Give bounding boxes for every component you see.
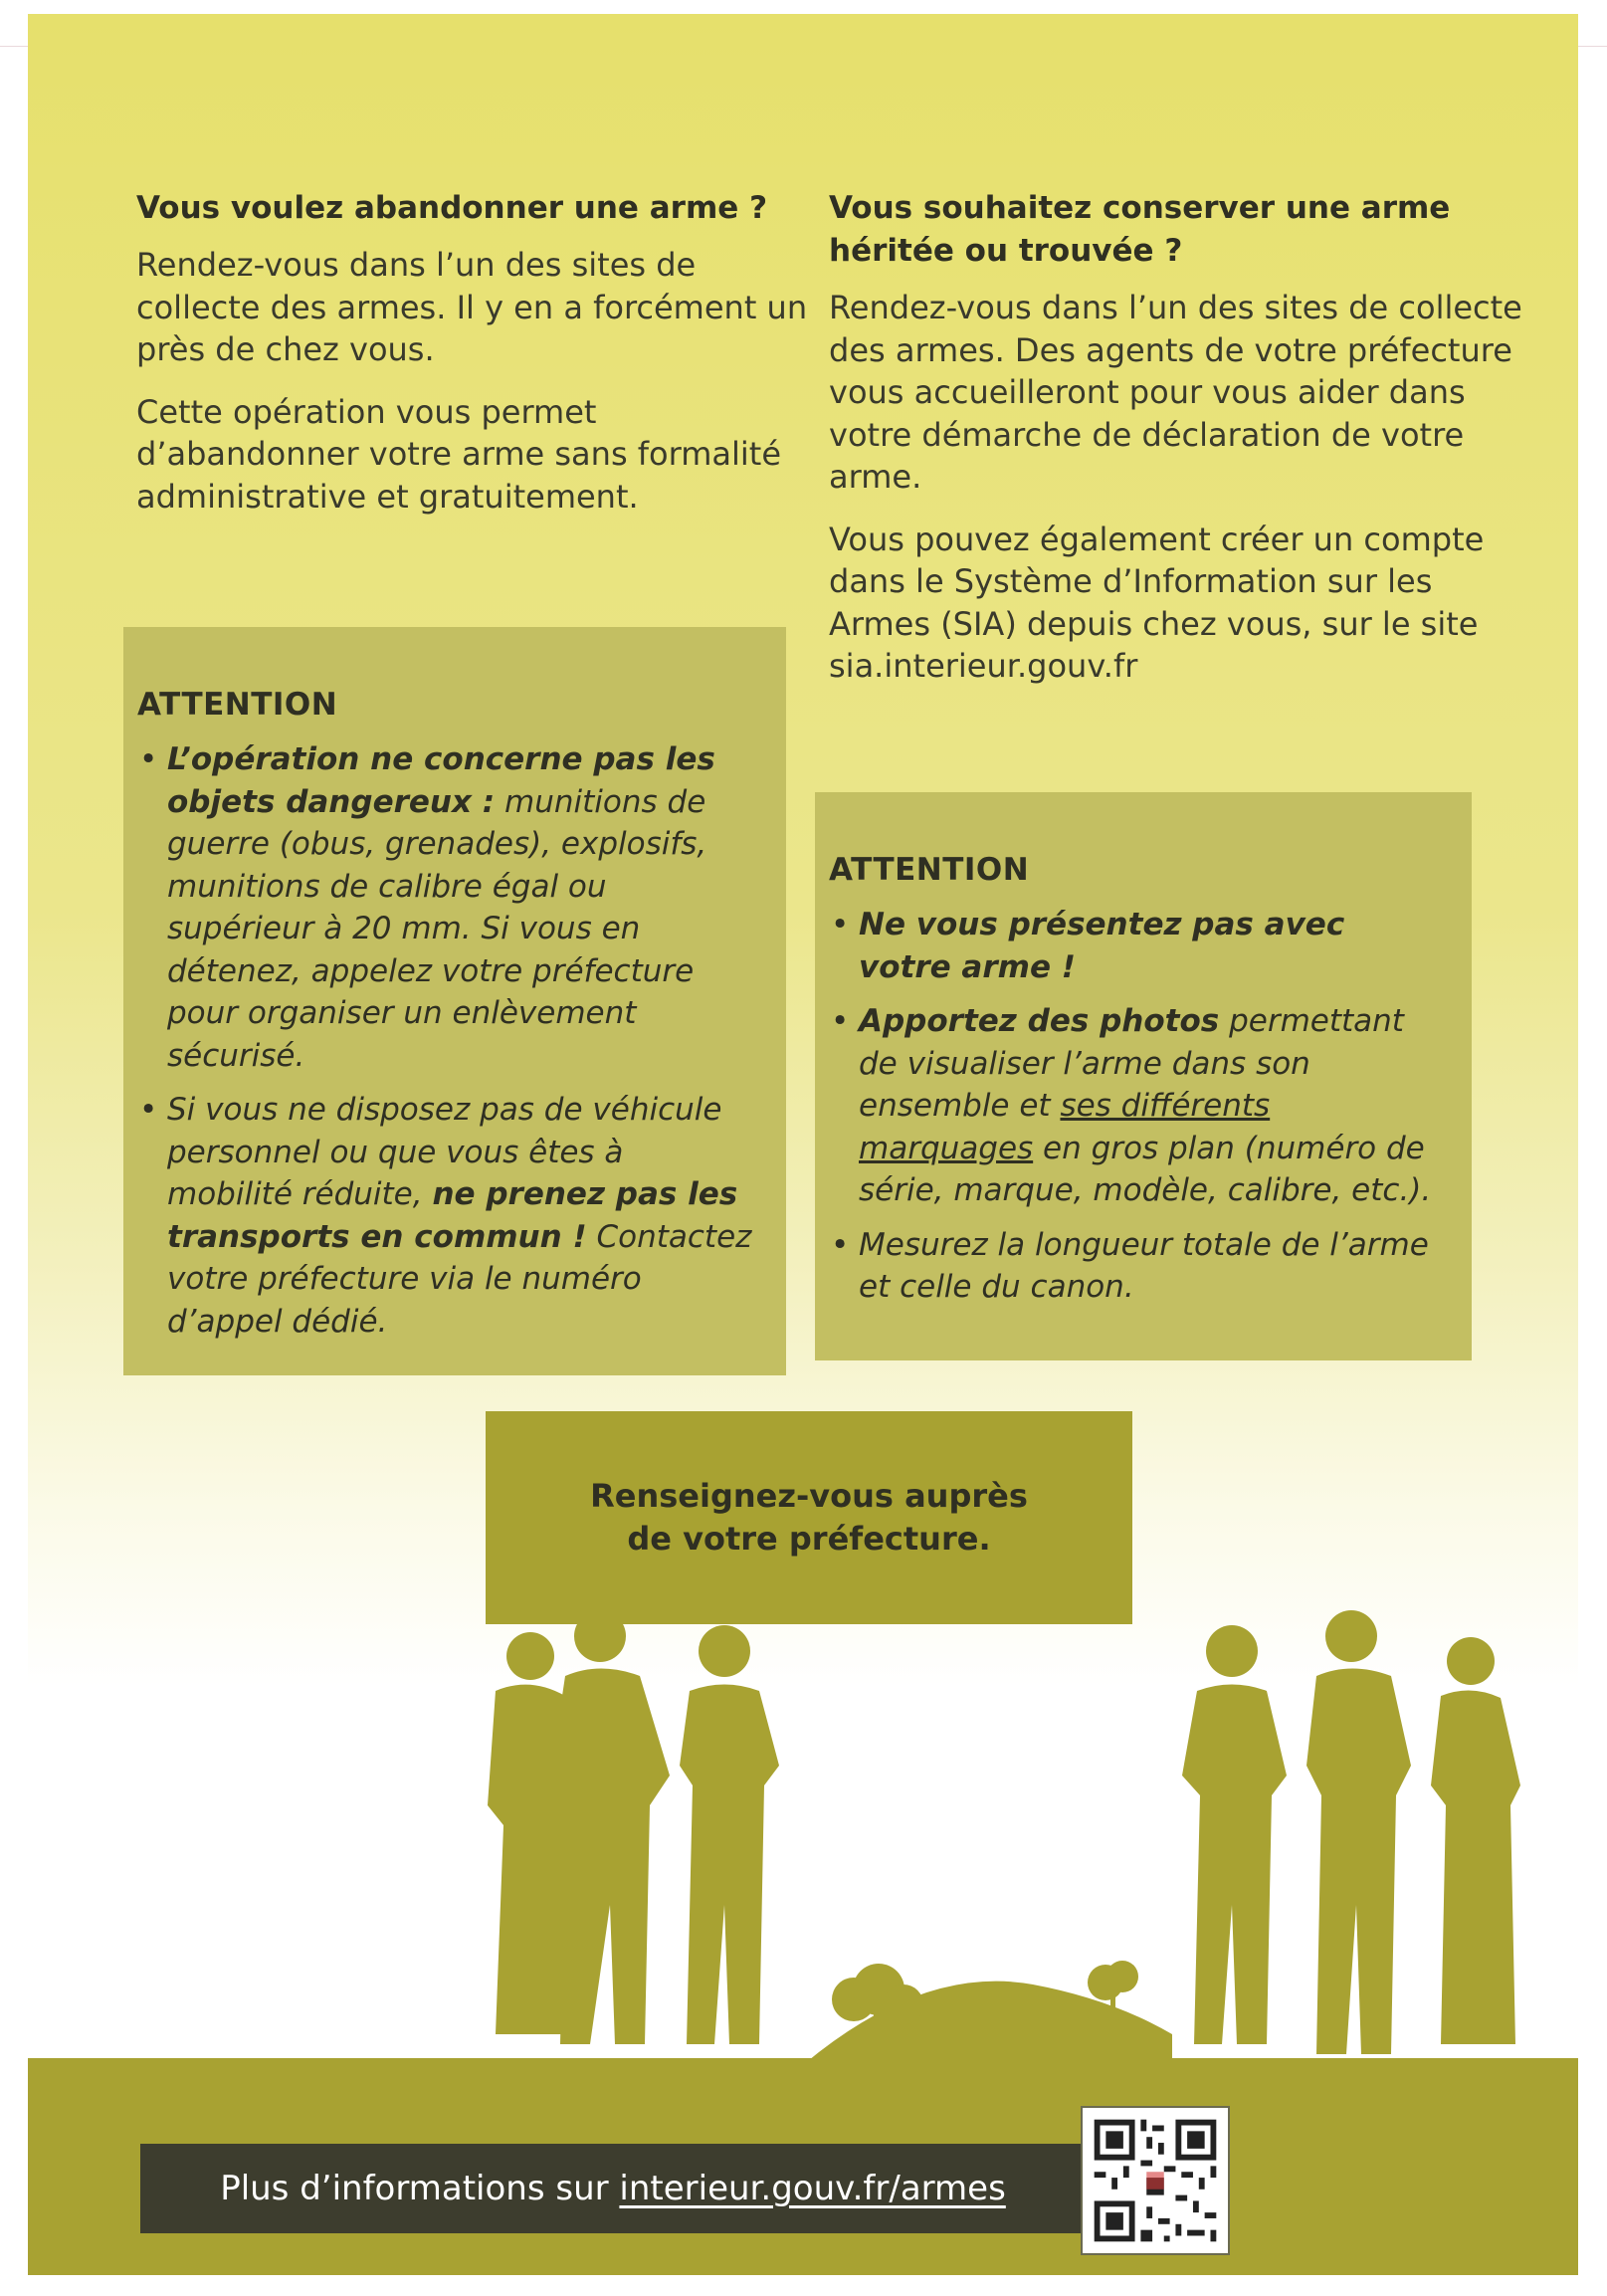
item-text: permettant de visualiser l’arme dans son ensemble et bbox=[859, 1003, 1404, 1124]
left-attention-box bbox=[123, 627, 786, 1375]
more-info-prefix: Plus d’informations sur bbox=[220, 2169, 620, 2208]
callout-line-1: Renseignez-vous auprès bbox=[590, 1477, 1028, 1515]
callout-line-2: de votre préfecture. bbox=[627, 1520, 991, 1558]
bold-text: Apportez des photos bbox=[859, 1003, 1220, 1039]
more-info-bar bbox=[140, 2144, 1086, 2233]
underlined-text: ses différents marquages bbox=[859, 1088, 1271, 1166]
left-attention-list bbox=[137, 738, 756, 1343]
qr-code-icon[interactable] bbox=[1081, 2106, 1230, 2255]
left-attention-heading: ATTENTION bbox=[137, 687, 338, 723]
prefecture-callout bbox=[486, 1411, 1132, 1624]
left-column bbox=[136, 187, 823, 518]
people-silhouette-illustration bbox=[28, 1606, 1578, 2084]
list-item bbox=[167, 738, 756, 1077]
right-heading: Vous souhaitez conserver une arme héritée ou trouvée ? bbox=[829, 190, 1451, 269]
right-attention-list bbox=[829, 904, 1442, 1309]
bold-text: Ne vous présentez pas avec votre arme ! bbox=[859, 907, 1345, 985]
more-info-text bbox=[220, 2169, 1006, 2208]
right-paragraph-1: Rendez-vous dans l’un des sites de collecte des armes. Des agents de votre préfecture vous accueilleront pour vous aider dans votre démarche de déclaration de votre arme. bbox=[829, 289, 1522, 496]
interieur-armes-link[interactable]: interieur.gouv.fr/armes bbox=[619, 2169, 1006, 2208]
right-attention-heading: ATTENTION bbox=[829, 852, 1030, 888]
leaflet-page bbox=[28, 14, 1578, 2275]
list-item bbox=[859, 1224, 1442, 1309]
bold-text: L’opération ne concerne pas les objets dangereux : bbox=[167, 741, 715, 820]
item-text: Contactez votre préfecture via le numéro d’appel dédié. bbox=[167, 1218, 752, 1340]
item-text: en gros plan (numéro de série, marque, modèle, calibre, etc.). bbox=[859, 1130, 1432, 1208]
list-item bbox=[859, 904, 1442, 988]
right-attention-box bbox=[815, 792, 1472, 1360]
item-text: munitions de guerre (obus, grenades), explosifs, munitions de calibre égal ou supérieur à 20 mm. Si vous en détenez, appelez votre préfecture pour organiser un enlèvement sécurisé. bbox=[167, 783, 707, 1074]
left-paragraph-1: Rendez-vous dans l’un des sites de collecte des armes. Il y en a forcément un près de chez vous. bbox=[136, 246, 808, 368]
right-paragraph-2: Vous pouvez également créer un compte dans le Système d’Information sur les Armes (SIA) depuis chez vous, sur le site sia.interieur.gouv.fr bbox=[829, 520, 1485, 685]
left-heading: Vous voulez abandonner une arme ? bbox=[136, 190, 768, 226]
bold-text: ne prenez pas les transports en commun ! bbox=[167, 1176, 738, 1255]
left-paragraph-2: Cette opération vous permet d’abandonner votre arme sans formalité administrative et gratuitement. bbox=[136, 392, 782, 516]
list-item bbox=[859, 1000, 1442, 1212]
list-item bbox=[167, 1089, 756, 1343]
item-text: Si vous ne disposez pas de véhicule personnel ou que vous êtes à mobilité réduite, bbox=[167, 1092, 722, 1212]
item-text: Mesurez la longueur totale de l’arme et celle du canon. bbox=[859, 1226, 1429, 1305]
right-column bbox=[829, 187, 1525, 688]
